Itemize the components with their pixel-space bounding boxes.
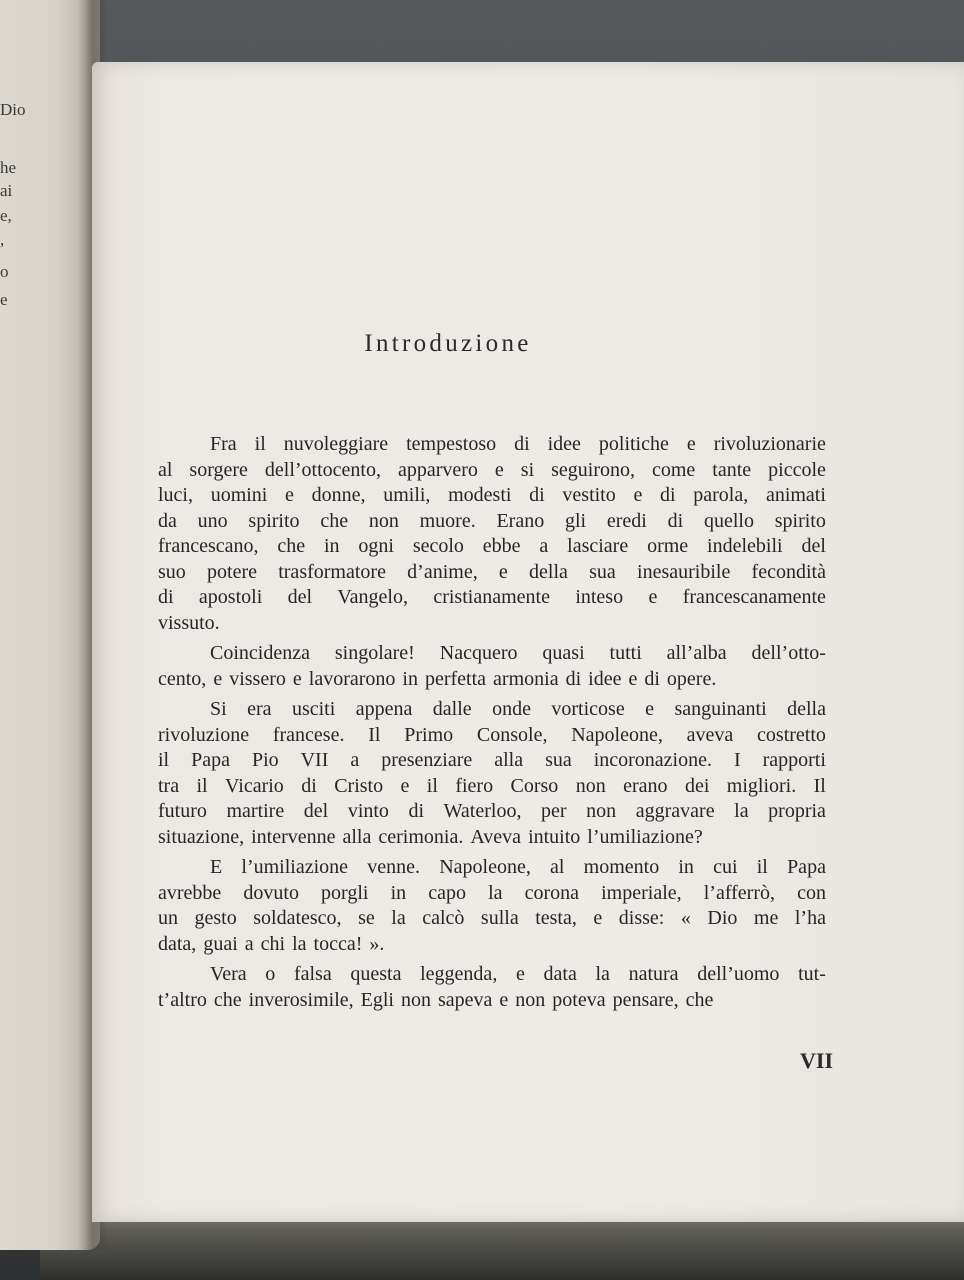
text-line: Fra il nuvoleggiare tempestoso di idee politiche e rivoluzionarie (210, 433, 826, 455)
text-line: francescano, che in ogni secolo ebbe a lasciare orme indelebili del (158, 535, 826, 557)
text-line: luci, uomini e donne, umili, modesti di vestito e di parola, animati (158, 484, 826, 506)
left-page-fragment: he (0, 158, 17, 177)
text-line: vissuto. (158, 611, 220, 634)
left-page-fragment: o (0, 262, 9, 281)
body-text (158, 432, 826, 1013)
paragraph (158, 855, 826, 957)
left-page-fragment: , (0, 230, 5, 249)
page-number: VII (800, 1048, 834, 1073)
text-line: Coincidenza singolare! Nacquero quasi tutti all’alba dell’otto- (210, 642, 826, 664)
text-line: situazione, intervenne alla cerimonia. Aveva intuito l’umiliazione? (158, 825, 703, 848)
text-line: al sorgere dell’ottocento, apparvero e si seguirono, come tante piccole (158, 458, 826, 481)
text-line: E l’umiliazione venne. Napoleone, al momento in cui il Papa (210, 856, 826, 878)
text-line: tra il Vicario di Cristo e il fiero Corso non erano dei migliori. Il (158, 774, 826, 797)
text-line: Si era usciti appena dalle onde vorticose e sanguinanti della (210, 698, 826, 720)
left-page-fragment: ai (0, 181, 13, 200)
text-line: cento, e vissero e lavorarono in perfetta armonia di idee e di opere. (158, 667, 717, 690)
text-line: futuro martire del vinto di Waterloo, per non aggravare la propria (158, 800, 826, 822)
text-line: di apostoli del Vangelo, cristianamente inteso e francescanamente (158, 586, 826, 608)
left-page-fragment: e, (0, 206, 12, 225)
paragraph (158, 697, 826, 850)
paragraph (158, 962, 826, 1013)
text-line: data, guai a chi la tocca! ». (158, 932, 385, 955)
text-line: rivoluzione francese. Il Primo Console, Napoleone, aveva costretto (158, 723, 826, 746)
left-page-fragment: Dio (0, 100, 26, 119)
text-line: Vera o falsa questa leggenda, e data la natura dell’uomo tut- (210, 963, 826, 985)
text-line: il Papa Pio VII a presenziare alla sua incoronazione. I rapporti (158, 749, 826, 771)
text-line: avrebbe dovuto porgli in capo la corona imperiale, l’afferrò, con (158, 881, 826, 904)
text-line: da uno spirito che non muore. Erano gli eredi di quello spirito (158, 509, 826, 532)
text-line: suo potere trasformatore d’anime, e della sua inesauribile fecondità (158, 560, 826, 583)
paragraph (158, 432, 826, 636)
paragraph (158, 641, 826, 692)
chapter-title: Introduzione (364, 330, 532, 357)
text-line: t’altro che inverosimile, Egli non sapeva e non poteva pensare, che (158, 988, 714, 1011)
left-page-fragment: e (0, 290, 8, 309)
text-line: un gesto soldatesco, se la calcò sulla testa, e disse: « Dio me l’ha (158, 907, 826, 929)
